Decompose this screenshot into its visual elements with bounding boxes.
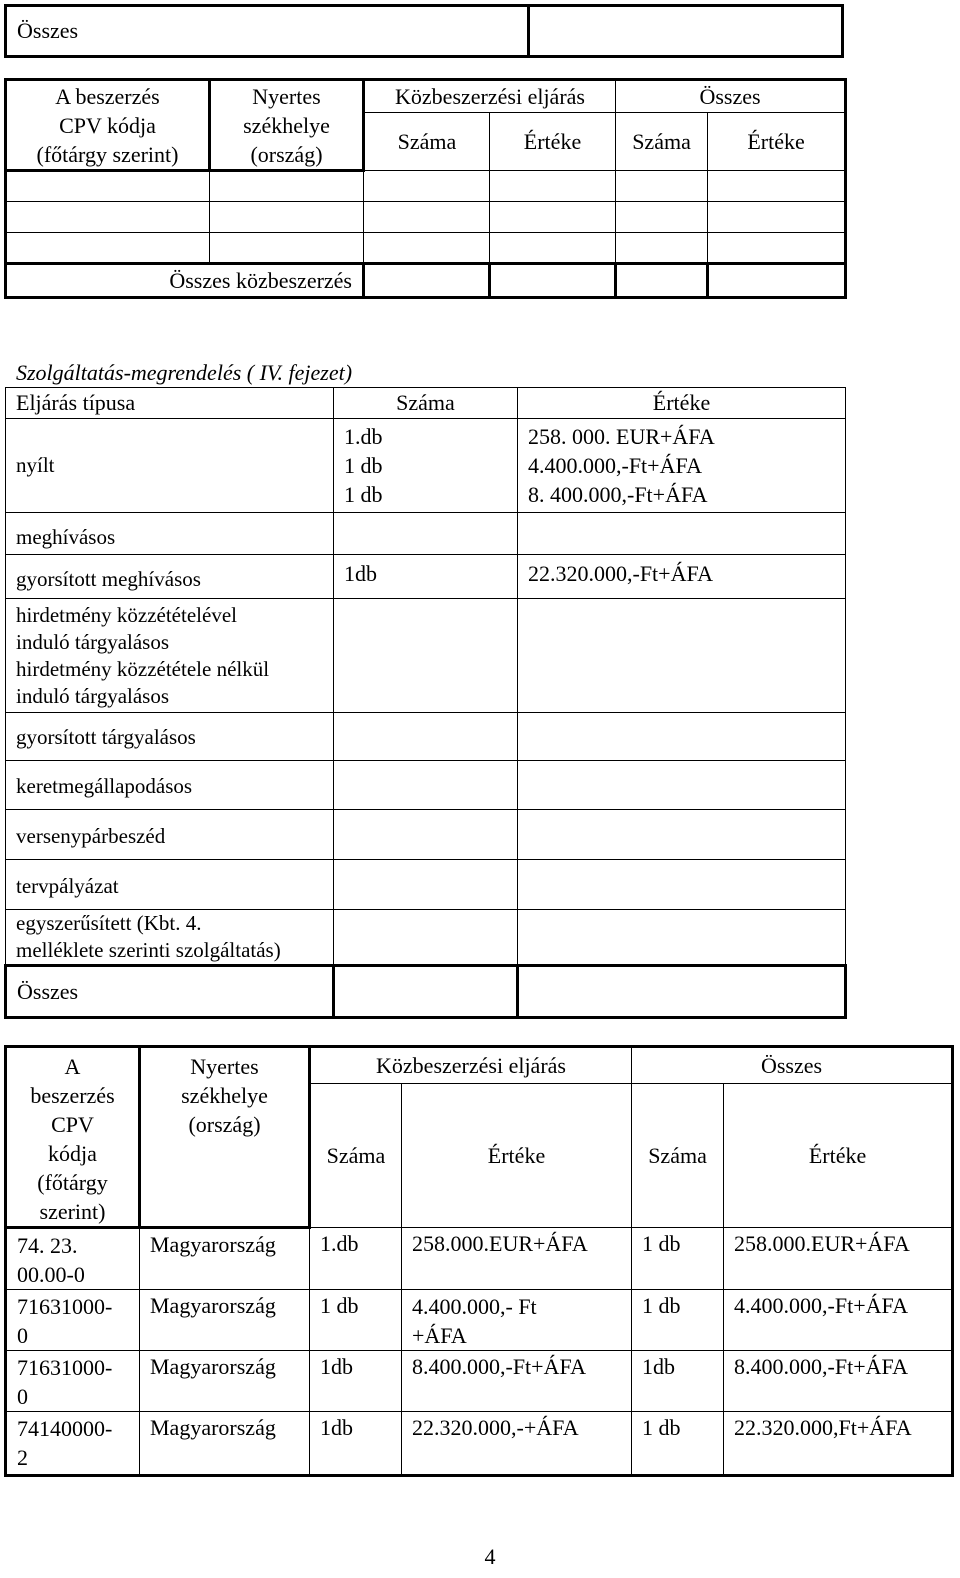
open-value-cell: 258. 000. EUR+ÁFA 4.400.000,-Ft+ÁFA 8. 400.000,-Ft+ÁFA <box>518 419 846 513</box>
table-row <box>6 599 846 713</box>
header-procedure-type: Eljárás típusa <box>6 388 334 419</box>
row-value: 258.000.EUR+ÁFA <box>402 1228 632 1290</box>
header-total: Összes <box>632 1047 953 1084</box>
header-total-count: Száma <box>632 1084 724 1228</box>
row-country: Magyarország <box>140 1412 310 1476</box>
procedure-type-accelerated-negotiated: gyorsított tárgyalásos <box>6 713 334 761</box>
row-count: 1db <box>310 1351 402 1412</box>
service-section-title: Szolgáltatás-megrendelés ( IV. fejezet) <box>16 360 353 385</box>
table-row <box>6 1412 953 1476</box>
row-count: 1 db <box>310 1290 402 1351</box>
table-row <box>6 202 846 233</box>
header-cpv-code: A beszerzés CPV kódja (főtárgy szerint) <box>6 80 210 171</box>
header-value: Értéke <box>518 388 846 419</box>
table-row <box>6 555 846 599</box>
table-row <box>6 1351 953 1412</box>
procedure-type-table <box>4 387 847 1019</box>
row-country: Magyarország <box>140 1290 310 1351</box>
procedure-type-simplified: egyszerűsített (Kbt. 4. melléklete szerinti szolgáltatás) <box>6 910 334 966</box>
procedure-type-design-contest: tervpályázat <box>6 860 334 910</box>
row-count: 1db <box>310 1412 402 1476</box>
service-total-label: Összes <box>6 966 334 1018</box>
row-total-value: 4.400.000,-Ft+ÁFA <box>724 1290 953 1351</box>
header-procedure-value: Értéke <box>490 113 616 171</box>
header-procedure: Közbeszerzési eljárás <box>310 1047 632 1084</box>
total-procurement-label: Összes közbeszerzés <box>6 264 364 298</box>
header-procedure-count: Száma <box>364 113 490 171</box>
row-count: 1.db <box>310 1228 402 1290</box>
table-row <box>6 419 846 513</box>
header-total-value: Értéke <box>708 113 846 171</box>
header-winner-seat: Nyertes székhelye (ország) <box>140 1047 310 1228</box>
table-row <box>6 1290 953 1351</box>
header-total-count: Száma <box>616 113 708 171</box>
top-total-empty-cell <box>529 6 843 57</box>
table-row <box>6 810 846 860</box>
row-total-count: 1 db <box>632 1412 724 1476</box>
row-total-count: 1db <box>632 1351 724 1412</box>
top-total-label: Összes <box>6 6 529 57</box>
header-winner-seat: Nyertes székhelye (ország) <box>210 80 364 171</box>
table-row <box>6 171 846 202</box>
table-row <box>6 233 846 264</box>
row-country: Magyarország <box>140 1351 310 1412</box>
procedure-type-framework: keretmegállapodásos <box>6 761 334 810</box>
total-procurement-row <box>6 264 846 298</box>
row-total-count: 1 db <box>632 1290 724 1351</box>
row-cpv-code: 71631000- 0 <box>6 1290 140 1351</box>
contract-details-table <box>4 1045 954 1477</box>
table-row <box>6 910 846 966</box>
row-value: 4.400.000,- Ft +ÁFA <box>402 1290 632 1351</box>
accelerated-invited-value: 22.320.000,-Ft+ÁFA <box>518 555 846 599</box>
row-total-count: 1 db <box>632 1228 724 1290</box>
procedure-type-invited: meghívásos <box>6 513 334 555</box>
top-total-bar <box>4 4 844 58</box>
accelerated-invited-count: 1db <box>334 555 518 599</box>
table-row <box>6 1228 953 1290</box>
procedure-type-negotiated: hirdetmény közzétételével induló tárgyalásos hirdetmény közzététele nélkül induló tárgyalásos <box>6 599 334 713</box>
header-procedure-count: Száma <box>310 1084 402 1228</box>
procedure-type-dialogue: versenypárbeszéd <box>6 810 334 860</box>
row-country: Magyarország <box>140 1228 310 1290</box>
row-value: 22.320.000,-+ÁFA <box>402 1412 632 1476</box>
procurement-summary-table <box>4 78 847 299</box>
row-total-value: 258.000.EUR+ÁFA <box>724 1228 953 1290</box>
service-total-row <box>6 966 846 1018</box>
table-row <box>6 713 846 761</box>
table-row <box>6 761 846 810</box>
header-total: Összes <box>616 80 846 113</box>
row-total-value: 8.400.000,-Ft+ÁFA <box>724 1351 953 1412</box>
table-row <box>6 860 846 910</box>
row-total-value: 22.320.000,Ft+ÁFA <box>724 1412 953 1476</box>
table-row <box>6 513 846 555</box>
page-number: 4 <box>484 1544 496 1569</box>
open-count-cell: 1.db 1 db 1 db <box>334 419 518 513</box>
row-cpv-code: 71631000- 0 <box>6 1351 140 1412</box>
header-total-value: Értéke <box>724 1084 953 1228</box>
procedure-type-accelerated-invited: gyorsított meghívásos <box>6 555 334 599</box>
row-value: 8.400.000,-Ft+ÁFA <box>402 1351 632 1412</box>
header-procedure-value: Értéke <box>402 1084 632 1228</box>
header-cpv-code: A beszerzés CPV kódja (főtárgy szerint) <box>6 1047 140 1228</box>
row-cpv-code: 74140000- 2 <box>6 1412 140 1476</box>
row-cpv-code: 74. 23. 00.00-0 <box>6 1228 140 1290</box>
header-count: Száma <box>334 388 518 419</box>
header-procedure: Közbeszerzési eljárás <box>364 80 616 113</box>
procedure-type-open: nyílt <box>6 419 334 513</box>
